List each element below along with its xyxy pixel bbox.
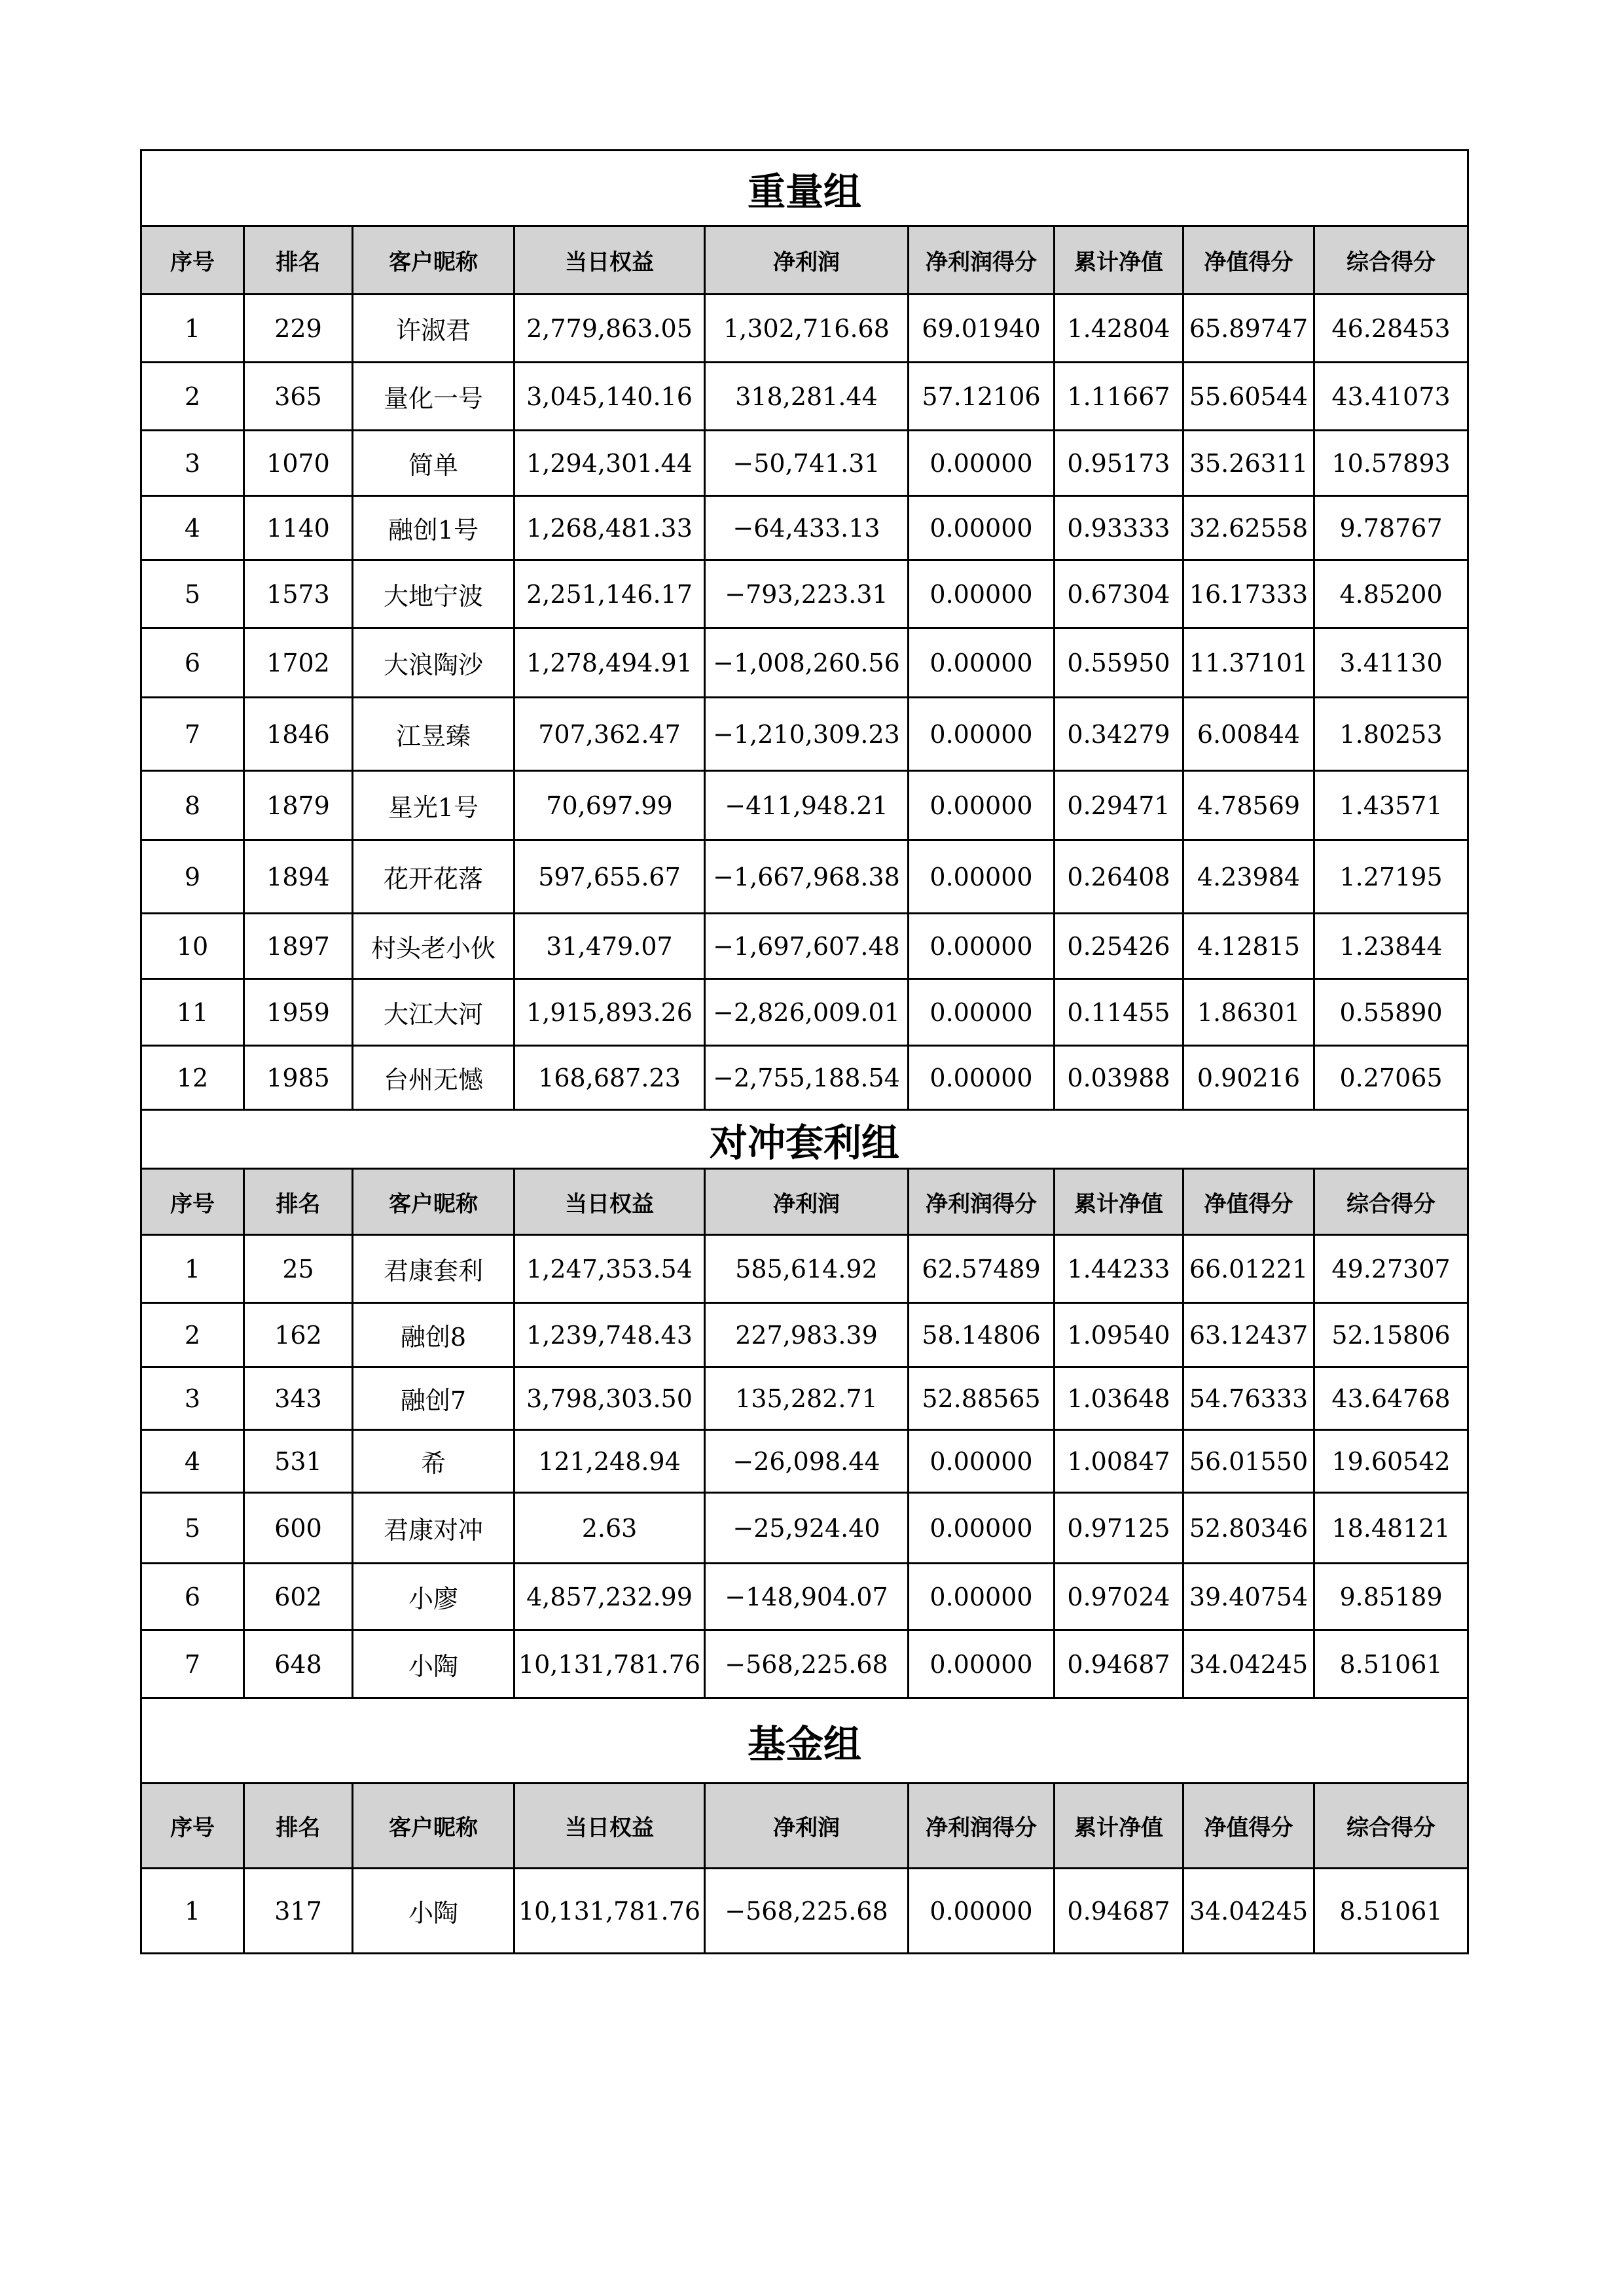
cell-nav-score: 66.01221 <box>1183 1235 1314 1303</box>
cell-rank: 317 <box>244 1869 353 1954</box>
cell-cum-nav: 0.95173 <box>1055 431 1183 496</box>
cell-nickname: 融创8 <box>353 1303 514 1367</box>
cell-rank: 1897 <box>244 914 353 979</box>
cell-seq: 2 <box>141 363 244 431</box>
cell-nickname: 大地宁波 <box>353 560 514 628</box>
cell-nickname: 花开花落 <box>353 840 514 914</box>
cell-net-profit: −411,948.21 <box>705 771 909 840</box>
cell-equity: 70,697.99 <box>514 771 705 840</box>
cell-total-score: 9.78767 <box>1314 496 1468 560</box>
column-header-seq: 序号 <box>141 1169 244 1235</box>
group-title-row <box>141 151 1468 226</box>
cell-nav-score: 54.76333 <box>1183 1367 1314 1430</box>
cell-seq: 6 <box>141 1564 244 1630</box>
cell-seq: 1 <box>141 1869 244 1954</box>
column-header-nav-score: 净值得分 <box>1183 1169 1314 1235</box>
column-header-row <box>141 1784 1468 1869</box>
table-row <box>141 1046 1468 1110</box>
cell-nickname: 村头老小伙 <box>353 914 514 979</box>
cell-total-score: 1.23844 <box>1314 914 1468 979</box>
cell-total-score: 10.57893 <box>1314 431 1468 496</box>
cell-rank: 1879 <box>244 771 353 840</box>
cell-total-score: 8.51061 <box>1314 1630 1468 1698</box>
cell-total-score: 52.15806 <box>1314 1303 1468 1367</box>
cell-profit-score: 0.00000 <box>909 771 1055 840</box>
cell-equity: 1,294,301.44 <box>514 431 705 496</box>
cell-total-score: 3.41130 <box>1314 628 1468 698</box>
cell-rank: 1702 <box>244 628 353 698</box>
cell-nickname: 星光1号 <box>353 771 514 840</box>
cell-total-score: 19.60542 <box>1314 1430 1468 1493</box>
cell-total-score: 1.80253 <box>1314 698 1468 771</box>
column-header-row <box>141 1169 1468 1235</box>
column-header-net-profit: 净利润 <box>705 1784 909 1869</box>
cell-cum-nav: 0.25426 <box>1055 914 1183 979</box>
cell-cum-nav: 1.44233 <box>1055 1235 1183 1303</box>
cell-net-profit: −2,826,009.01 <box>705 979 909 1046</box>
cell-nav-score: 4.12815 <box>1183 914 1314 979</box>
table-row <box>141 628 1468 698</box>
column-header-seq: 序号 <box>141 226 244 295</box>
cell-profit-score: 0.00000 <box>909 496 1055 560</box>
cell-profit-score: 0.00000 <box>909 840 1055 914</box>
cell-nickname: 君康套利 <box>353 1235 514 1303</box>
column-header-profit-score: 净利润得分 <box>909 226 1055 295</box>
cell-net-profit: −2,755,188.54 <box>705 1046 909 1110</box>
cell-profit-score: 0.00000 <box>909 979 1055 1046</box>
cell-cum-nav: 1.03648 <box>1055 1367 1183 1430</box>
cell-cum-nav: 0.94687 <box>1055 1630 1183 1698</box>
cell-seq: 5 <box>141 1493 244 1564</box>
column-header-profit-score: 净利润得分 <box>909 1169 1055 1235</box>
cell-total-score: 9.85189 <box>1314 1564 1468 1630</box>
cell-profit-score: 0.00000 <box>909 1430 1055 1493</box>
cell-nickname: 希 <box>353 1430 514 1493</box>
cell-cum-nav: 1.42804 <box>1055 295 1183 363</box>
column-header-cum-nav: 累计净值 <box>1055 1784 1183 1869</box>
table-row <box>141 295 1468 363</box>
column-header-nickname: 客户昵称 <box>353 1169 514 1235</box>
cell-seq: 4 <box>141 1430 244 1493</box>
cell-seq: 3 <box>141 1367 244 1430</box>
table-row <box>141 771 1468 840</box>
ranking-sheet <box>140 149 1469 1954</box>
cell-rank: 1070 <box>244 431 353 496</box>
sheet-body <box>141 151 1468 1954</box>
group-title: 对冲套利组 <box>141 1110 1468 1169</box>
cell-nickname: 简单 <box>353 431 514 496</box>
cell-nickname: 许淑君 <box>353 295 514 363</box>
cell-rank: 343 <box>244 1367 353 1430</box>
cell-net-profit: −1,667,968.38 <box>705 840 909 914</box>
cell-seq: 6 <box>141 628 244 698</box>
cell-seq: 2 <box>141 1303 244 1367</box>
cell-rank: 1846 <box>244 698 353 771</box>
cell-profit-score: 0.00000 <box>909 1869 1055 1954</box>
cell-nickname: 小廖 <box>353 1564 514 1630</box>
cell-nav-score: 63.12437 <box>1183 1303 1314 1367</box>
cell-nickname: 融创1号 <box>353 496 514 560</box>
cell-seq: 11 <box>141 979 244 1046</box>
cell-total-score: 1.27195 <box>1314 840 1468 914</box>
cell-nav-score: 4.78569 <box>1183 771 1314 840</box>
cell-cum-nav: 0.26408 <box>1055 840 1183 914</box>
table-row <box>141 431 1468 496</box>
cell-equity: 2.63 <box>514 1493 705 1564</box>
cell-equity: 3,045,140.16 <box>514 363 705 431</box>
cell-nav-score: 55.60544 <box>1183 363 1314 431</box>
cell-rank: 162 <box>244 1303 353 1367</box>
cell-seq: 12 <box>141 1046 244 1110</box>
cell-seq: 1 <box>141 1235 244 1303</box>
cell-nav-score: 56.01550 <box>1183 1430 1314 1493</box>
cell-total-score: 46.28453 <box>1314 295 1468 363</box>
cell-equity: 707,362.47 <box>514 698 705 771</box>
column-header-profit-score: 净利润得分 <box>909 1784 1055 1869</box>
cell-seq: 3 <box>141 431 244 496</box>
table-row <box>141 496 1468 560</box>
cell-profit-score: 0.00000 <box>909 1630 1055 1698</box>
cell-total-score: 4.85200 <box>1314 560 1468 628</box>
cell-nav-score: 6.00844 <box>1183 698 1314 771</box>
cell-rank: 25 <box>244 1235 353 1303</box>
cell-net-profit: −26,098.44 <box>705 1430 909 1493</box>
cell-net-profit: 227,983.39 <box>705 1303 909 1367</box>
cell-nav-score: 1.86301 <box>1183 979 1314 1046</box>
table-row <box>141 1367 1468 1430</box>
cell-nickname: 江昱臻 <box>353 698 514 771</box>
table-row <box>141 1630 1468 1698</box>
cell-seq: 8 <box>141 771 244 840</box>
cell-rank: 1894 <box>244 840 353 914</box>
cell-total-score: 0.55890 <box>1314 979 1468 1046</box>
column-header-seq: 序号 <box>141 1784 244 1869</box>
table-row <box>141 1564 1468 1630</box>
cell-seq: 7 <box>141 698 244 771</box>
column-header-total-score: 综合得分 <box>1314 226 1468 295</box>
cell-net-profit: −1,008,260.56 <box>705 628 909 698</box>
cell-nav-score: 39.40754 <box>1183 1564 1314 1630</box>
cell-profit-score: 62.57489 <box>909 1235 1055 1303</box>
cell-net-profit: 585,614.92 <box>705 1235 909 1303</box>
cell-seq: 10 <box>141 914 244 979</box>
cell-net-profit: −568,225.68 <box>705 1869 909 1954</box>
column-header-rank: 排名 <box>244 1169 353 1235</box>
table-row <box>141 1869 1468 1954</box>
cell-rank: 1573 <box>244 560 353 628</box>
cell-net-profit: −25,924.40 <box>705 1493 909 1564</box>
cell-cum-nav: 0.03988 <box>1055 1046 1183 1110</box>
cell-cum-nav: 0.34279 <box>1055 698 1183 771</box>
column-header-nickname: 客户昵称 <box>353 1784 514 1869</box>
cell-cum-nav: 0.97125 <box>1055 1493 1183 1564</box>
cell-cum-nav: 0.29471 <box>1055 771 1183 840</box>
cell-nav-score: 34.04245 <box>1183 1630 1314 1698</box>
cell-cum-nav: 1.11667 <box>1055 363 1183 431</box>
cell-seq: 1 <box>141 295 244 363</box>
cell-profit-score: 0.00000 <box>909 560 1055 628</box>
cell-seq: 9 <box>141 840 244 914</box>
table-row <box>141 1430 1468 1493</box>
cell-net-profit: −1,697,607.48 <box>705 914 909 979</box>
group-title-row <box>141 1110 1468 1169</box>
cell-equity: 2,779,863.05 <box>514 295 705 363</box>
cell-net-profit: −148,904.07 <box>705 1564 909 1630</box>
group-title: 重量组 <box>141 151 1468 226</box>
column-header-row <box>141 226 1468 295</box>
cell-profit-score: 0.00000 <box>909 431 1055 496</box>
cell-nav-score: 65.89747 <box>1183 295 1314 363</box>
cell-nav-score: 32.62558 <box>1183 496 1314 560</box>
cell-profit-score: 0.00000 <box>909 1493 1055 1564</box>
cell-profit-score: 69.01940 <box>909 295 1055 363</box>
cell-rank: 531 <box>244 1430 353 1493</box>
cell-rank: 648 <box>244 1630 353 1698</box>
cell-equity: 10,131,781.76 <box>514 1869 705 1954</box>
table-row <box>141 1493 1468 1564</box>
cell-nav-score: 0.90216 <box>1183 1046 1314 1110</box>
cell-rank: 1959 <box>244 979 353 1046</box>
cell-profit-score: 52.88565 <box>909 1367 1055 1430</box>
cell-rank: 602 <box>244 1564 353 1630</box>
table-row <box>141 698 1468 771</box>
cell-total-score: 8.51061 <box>1314 1869 1468 1954</box>
table-row <box>141 979 1468 1046</box>
column-header-total-score: 综合得分 <box>1314 1784 1468 1869</box>
table-row <box>141 1303 1468 1367</box>
cell-cum-nav: 0.11455 <box>1055 979 1183 1046</box>
cell-net-profit: −64,433.13 <box>705 496 909 560</box>
cell-total-score: 43.41073 <box>1314 363 1468 431</box>
cell-equity: 121,248.94 <box>514 1430 705 1493</box>
cell-rank: 1140 <box>244 496 353 560</box>
column-header-cum-nav: 累计净值 <box>1055 1169 1183 1235</box>
cell-nickname: 小陶 <box>353 1630 514 1698</box>
cell-seq: 5 <box>141 560 244 628</box>
cell-nickname: 小陶 <box>353 1869 514 1954</box>
cell-nav-score: 16.17333 <box>1183 560 1314 628</box>
column-header-nav-score: 净值得分 <box>1183 1784 1314 1869</box>
cell-nav-score: 4.23984 <box>1183 840 1314 914</box>
cell-rank: 1985 <box>244 1046 353 1110</box>
cell-cum-nav: 0.67304 <box>1055 560 1183 628</box>
cell-cum-nav: 0.94687 <box>1055 1869 1183 1954</box>
cell-cum-nav: 0.93333 <box>1055 496 1183 560</box>
column-header-cum-nav: 累计净值 <box>1055 226 1183 295</box>
cell-profit-score: 0.00000 <box>909 628 1055 698</box>
column-header-equity: 当日权益 <box>514 1169 705 1235</box>
cell-equity: 168,687.23 <box>514 1046 705 1110</box>
table-row <box>141 914 1468 979</box>
cell-nickname: 台州无憾 <box>353 1046 514 1110</box>
cell-equity: 1,268,481.33 <box>514 496 705 560</box>
cell-nav-score: 11.37101 <box>1183 628 1314 698</box>
cell-nickname: 融创7 <box>353 1367 514 1430</box>
cell-total-score: 0.27065 <box>1314 1046 1468 1110</box>
cell-net-profit: 318,281.44 <box>705 363 909 431</box>
cell-nickname: 大浪陶沙 <box>353 628 514 698</box>
cell-cum-nav: 0.97024 <box>1055 1564 1183 1630</box>
table-row <box>141 1235 1468 1303</box>
cell-total-score: 1.43571 <box>1314 771 1468 840</box>
cell-profit-score: 57.12106 <box>909 363 1055 431</box>
column-header-nav-score: 净值得分 <box>1183 226 1314 295</box>
cell-cum-nav: 1.09540 <box>1055 1303 1183 1367</box>
group-title: 基金组 <box>141 1698 1468 1784</box>
cell-profit-score: 0.00000 <box>909 914 1055 979</box>
cell-profit-score: 58.14806 <box>909 1303 1055 1367</box>
cell-cum-nav: 1.00847 <box>1055 1430 1183 1493</box>
cell-nav-score: 34.04245 <box>1183 1869 1314 1954</box>
table-row <box>141 840 1468 914</box>
column-header-equity: 当日权益 <box>514 1784 705 1869</box>
cell-rank: 600 <box>244 1493 353 1564</box>
column-header-net-profit: 净利润 <box>705 226 909 295</box>
cell-nickname: 君康对冲 <box>353 1493 514 1564</box>
cell-profit-score: 0.00000 <box>909 698 1055 771</box>
group-title-row <box>141 1698 1468 1784</box>
cell-rank: 365 <box>244 363 353 431</box>
cell-net-profit: −793,223.31 <box>705 560 909 628</box>
cell-total-score: 18.48121 <box>1314 1493 1468 1564</box>
cell-equity: 2,251,146.17 <box>514 560 705 628</box>
cell-nickname: 量化一号 <box>353 363 514 431</box>
cell-equity: 1,278,494.91 <box>514 628 705 698</box>
table-row <box>141 560 1468 628</box>
cell-equity: 31,479.07 <box>514 914 705 979</box>
column-header-rank: 排名 <box>244 226 353 295</box>
cell-nav-score: 35.26311 <box>1183 431 1314 496</box>
cell-net-profit: 135,282.71 <box>705 1367 909 1430</box>
cell-profit-score: 0.00000 <box>909 1564 1055 1630</box>
cell-total-score: 43.64768 <box>1314 1367 1468 1430</box>
cell-equity: 1,239,748.43 <box>514 1303 705 1367</box>
cell-nickname: 大江大河 <box>353 979 514 1046</box>
cell-equity: 1,247,353.54 <box>514 1235 705 1303</box>
cell-nav-score: 52.80346 <box>1183 1493 1314 1564</box>
column-header-nickname: 客户昵称 <box>353 226 514 295</box>
cell-equity: 3,798,303.50 <box>514 1367 705 1430</box>
cell-equity: 1,915,893.26 <box>514 979 705 1046</box>
cell-rank: 229 <box>244 295 353 363</box>
table-row <box>141 363 1468 431</box>
cell-profit-score: 0.00000 <box>909 1046 1055 1110</box>
column-header-net-profit: 净利润 <box>705 1169 909 1235</box>
cell-cum-nav: 0.55950 <box>1055 628 1183 698</box>
cell-equity: 597,655.67 <box>514 840 705 914</box>
column-header-rank: 排名 <box>244 1784 353 1869</box>
cell-seq: 4 <box>141 496 244 560</box>
cell-equity: 10,131,781.76 <box>514 1630 705 1698</box>
cell-equity: 4,857,232.99 <box>514 1564 705 1630</box>
column-header-total-score: 综合得分 <box>1314 1169 1468 1235</box>
cell-seq: 7 <box>141 1630 244 1698</box>
cell-net-profit: −1,210,309.23 <box>705 698 909 771</box>
column-header-equity: 当日权益 <box>514 226 705 295</box>
cell-total-score: 49.27307 <box>1314 1235 1468 1303</box>
cell-net-profit: −568,225.68 <box>705 1630 909 1698</box>
cell-net-profit: −50,741.31 <box>705 431 909 496</box>
cell-net-profit: 1,302,716.68 <box>705 295 909 363</box>
